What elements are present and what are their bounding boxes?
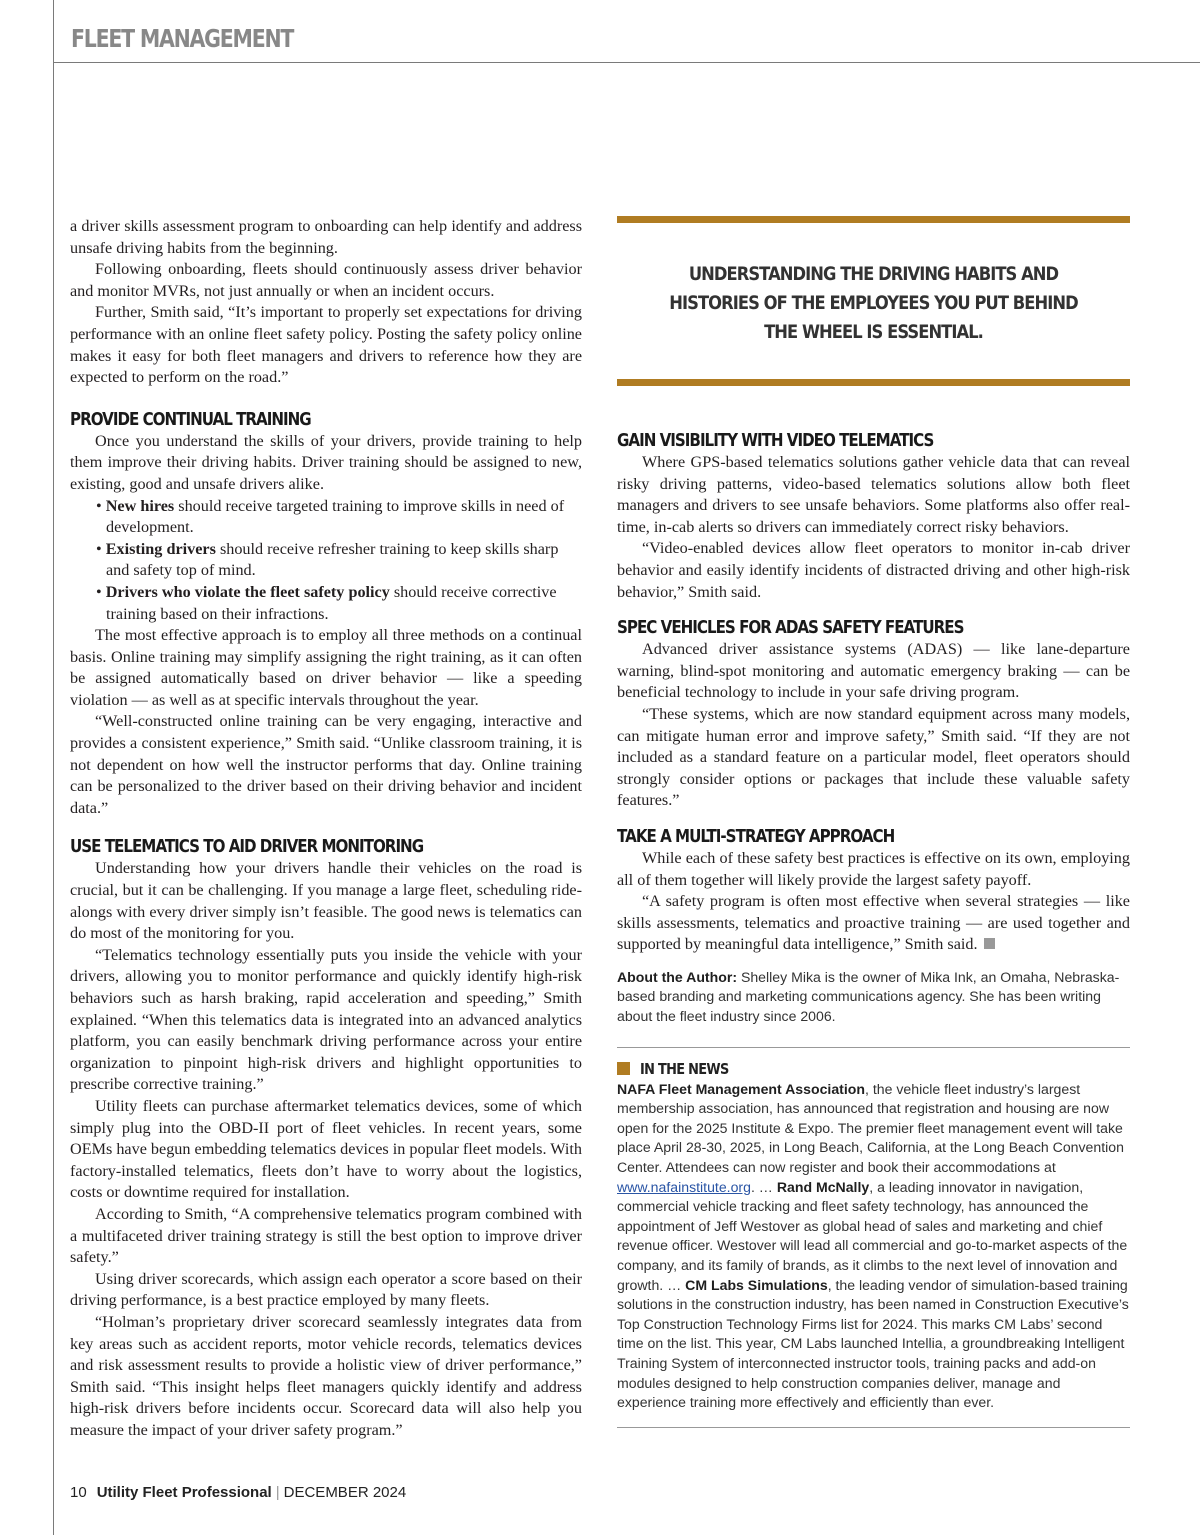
section-heading: GAIN VISIBILITY WITH VIDEO TELEMATICS [617,430,934,451]
author-text: Shelley Mika is the owner of Mika Ink, an Omaha, Nebraska-based branding and marketing communications agency. She has been writing about the fleet industry since 2006. [617,968,1120,1025]
paragraph: “Holman’s proprietary driver scorecard seamlessly integrates data from key areas such as accident reports, motor vehicle records, telematics devices and risk assessment results to provide a holistic view of driver performance,” Smith said. “This insight helps fleet managers quickly identify and address high-risk drivers before incidents occur. Scorecard data will also help you measure the impact of your driver safety program.” [70,1312,582,1439]
news-text: , a leading innovator in navigation, commercial vehicle tracking and fleet safety technology, has announced the appointment of Jeff Westover as global head of sales and marketing and chief revenue officer. Westover will lead all commercial and go-to-market aspects of the company, and its family of brands, as it climbs to the next level of innovation and growth. … [617,1178,1128,1293]
news-bottom-rule [617,1427,1130,1428]
paragraph: Further, Smith said, “It’s important to properly set expectations for driving performance with an online fleet safety policy. Posting the safety policy online makes it easy for both fleet managers and drivers to reference how they are expected to perform on the road.” [70,303,582,387]
publication-name: Utility Fleet Professional [96,1484,272,1501]
list-item: • Existing drivers should receive refresher training to keep skills sharp and safety top of mind. [96,539,559,580]
bullet-list [70,496,582,626]
news-body [617,1080,1130,1413]
paragraph: The most effective approach is to employ all three methods on a continual basis. Online training may simplify assigning the right training, as it can often be assigned automatically based on driver behavior — like a speeding violation — as well as at specific intervals throughout the year. [70,626,582,709]
paragraph: “Well-constructed online training can be very engaging, interactive and provides a consistent experience,” Smith said. “Unlike classroom training, it is not dependent on how well the instructor performs that day. Online training can be personalized to the driver based on their driving behavior and incident data.” [70,712,582,817]
section-heading: USE TELEMATICS TO AID DRIVER MONITORING [70,836,424,858]
paragraph: Understanding how your drivers handle their vehicles on the road is crucial, but it can be challenging. If you manage a large fleet, scheduling ride-alongs with every driver simply isn’t feasible. The good news is telematics can do most of the monitoring for you. [70,859,582,943]
bullet-text: should receive corrective training based on their infractions. [106,582,557,623]
news-org: Rand McNally [776,1178,870,1195]
right-column [617,216,1130,1428]
list-item: • Drivers who violate the fleet safety policy should receive corrective training based on their infractions. [96,582,557,623]
list-item: • New hires should receive targeted training to improve skills in need of development. [96,496,565,537]
paragraph: Utility fleets can purchase aftermarket telematics devices, some of which simply plug into the OBD-II port of fleet vehicles. In recent years, some OEMs have begun embedding telematics devices in popular fleet models. With factory-installed telematics, fleets don’t have to worry about the logistics, costs or downtime required for installation. [70,1096,582,1202]
paragraph: Following onboarding, fleets should continuously assess driver behavior and monitor MVRs, not just annually or when an incident occurs. [70,260,582,300]
end-mark-icon [984,938,995,949]
nafa-institute-link[interactable]: www.nafainstitute.org [617,1178,751,1195]
paragraph: Using driver scorecards, which assign each operator a score based on their driving performance, is a best practice employed by many fleets. [70,1269,582,1310]
paragraph: “Telematics technology essentially puts you inside the vehicle with your drivers, allowing you to monitor performance and quickly identify high-risk behaviors such as harsh braking, rapid acceleration and speeding,” Smith explained. “When this telematics data is integrated into an advanced analytics platform, you can easily benchmark driving performance across your entire organization to pinpoint high-risk drivers and highlight opportunities to prescribe corrective training.” [70,945,582,1094]
page-footer [70,1484,406,1501]
square-bullet-icon [617,1062,630,1075]
news-top-rule [617,1047,1130,1048]
news-text: . … [750,1178,777,1195]
paragraph: According to Smith, “A comprehensive telematics program combined with a multifaceted driver training strategy is still the best option to improve driver safety.” [70,1204,582,1267]
paragraph: While each of these safety best practices is effective on its own, employing all of them together will likely provide the largest safety payoff. [617,848,1130,889]
paragraph: Where GPS-based telematics solutions gather vehicle data that can reveal risky driving patterns, video-based telematics solutions allow both fleet managers and drivers to see unsafe behaviors. Some platforms also offer real-time, in-cab alerts so drivers can immediately correct risky behaviors. [617,453,1130,536]
page-number: 10 [70,1484,87,1501]
section-heading: PROVIDE CONTINUAL TRAINING [70,408,311,430]
paragraph: “Video-enabled devices allow fleet operators to monitor in-cab driver behavior and easily identify incidents of distracted driving and other high-risk behavior,” Smith said. [617,539,1130,601]
news-header [617,1060,1130,1078]
bullet-text: should receive refresher training to keep skills sharp and safety top of mind. [106,539,559,580]
paragraph: “These systems, which are now standard equipment across many models, can mitigate human error and improve safety,” Smith said. “If they are not included as a standard feature on a particular model, fleet operators should strongly consider options or packages that include these valuable safety features.” [617,704,1130,810]
header-rule [53,62,1200,63]
bullet-text: should receive targeted training to improve skills in need of development. [106,496,565,537]
paragraph [617,891,1130,956]
pullquote-top-bar [617,216,1130,223]
paragraph: a driver skills assessment program to onboarding can help identify and address unsafe driving habits from the beginning. [70,217,582,257]
bullet-bold: New hires [105,496,175,515]
footer-separator: | [275,1484,280,1501]
author-label: About the Author: [617,968,738,985]
pullquote: UNDERSTANDING THE DRIVING HABITS AND HISTORIES OF THE EMPLOYEES YOU PUT BEHIND THE WHEEL IS ESSENTIAL. [669,263,1078,343]
paragraph: Once you understand the skills of your drivers, provide training to help them improve their driving habits. Driver training should be assigned to new, existing, good and unsafe drivers alike. [70,431,582,493]
bullet-bold: Existing drivers [105,539,216,558]
left-column [70,216,582,1441]
author-bio [617,968,1130,1027]
pullquote-bottom-bar [617,379,1130,386]
news-title: IN THE NEWS [640,1059,729,1078]
section-heading: SPEC VEHICLES FOR ADAS SAFETY FEATURES [617,617,964,639]
section-label: FLEET MANAGEMENT [71,24,294,53]
bullet-bold: Drivers who violate the fleet safety policy [105,582,390,601]
section-heading: TAKE A MULTI-STRATEGY APPROACH [617,825,895,847]
news-org: NAFA Fleet Management Association [617,1080,865,1097]
news-text: , the vehicle fleet industry’s largest membership association, has announced that registration and housing are now open for the 2025 Institute & Expo. The premier fleet management event will take place April 28-30, 2025, in Long Beach, California, at the Long Beach Convention Center. Attendees can now register and book their accommodations at [617,1080,1124,1176]
paragraph-text: “A safety program is often most effective when several strategies — like skills assessments, telematics and proactive training — are used together and supported by meaningful data intelligence,” Smith said. [617,892,1130,954]
news-text: , the leading vendor of simulation-based training solutions in the construction industry, has been named in Construction Executive’s Top Construction Technology Firms list for 2024. This marks CM Labs’ second time on the list. This year, CM Labs launched Intellia, a groundbreaking Intelligent Training System of interconnected instructor tools, training packs and add-on modules designed to help construction companies deliver, manage and experience training more effectively and efficiently than ever. [617,1276,1129,1411]
paragraph: Advanced driver assistance systems (ADAS) — like lane-departure warning, blind-spot monitoring and automatic emergency braking — can be beneficial technology to include in your safe driving program. [617,640,1130,702]
news-org: CM Labs Simulations [685,1276,828,1293]
left-margin-rule [53,0,54,1535]
issue-date: DECEMBER 2024 [283,1484,407,1501]
